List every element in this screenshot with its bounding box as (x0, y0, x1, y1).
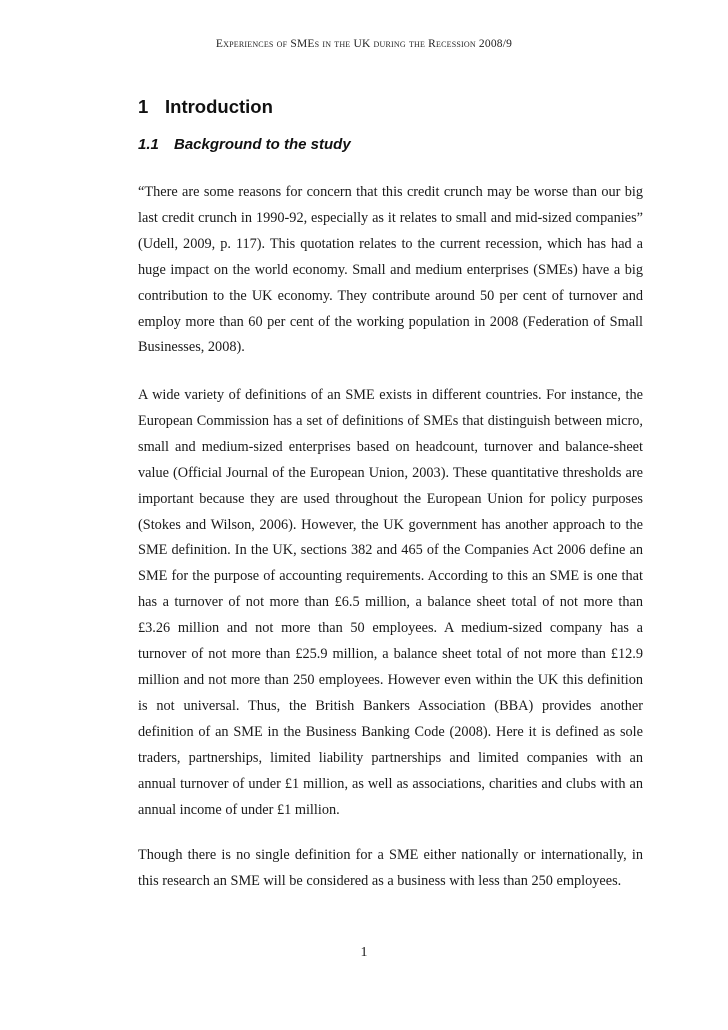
subsection-number: 1.1 (138, 136, 159, 153)
subsection-heading (138, 136, 351, 153)
subsection-title: Background to the study (174, 136, 351, 153)
section-heading (138, 96, 273, 118)
running-header: Experiences of SMEs in the UK during the Recession 2008/9 (215, 38, 513, 50)
page-number: 1 (360, 945, 368, 960)
paragraph-sme-definitions: A wide variety of definitions of an SME exists in different countries. For instance, the European Commission has a set of definitions of SMEs that distinguish between micro, small and medium-sized enterprises based on headcount, turnover and balance-sheet value (Official Journal of the European Union, 2003). These quantitative thresholds are important because they are used throughout the European Union for policy purposes (Stokes and Wilson, 2006). However, the UK government has another approach to the SME definition. In the UK, sections 382 and 465 of the Companies Act 2006 define an SME for the purpose of accounting requirements. According to this an SME is one that has a turnover of not more than £6.5 million, a balance sheet total of not more than £3.26 million and not more than 50 employees. A medium-sized company has a turnover of not more than £25.9 million, a balance sheet total of not more than £12.9 million and not more than 250 employees. However even within the UK this definition is not universal. Thus, the British Bankers Association (BBA) provides another definition of an SME in the Business Banking Code (2008). Here it is defined as sole traders, partnerships, limited liability partnerships and limited companies with an annual turnover of under £1 million, as well as associations, charities and clubs with an annual income of under £1 million. (138, 387, 643, 818)
section-title: Introduction (165, 96, 273, 117)
section-number: 1 (138, 96, 149, 117)
paragraph-intro-quote: “There are some reasons for concern that this credit crunch may be worse than our big last credit crunch in 1990-92, especially as it relates to small and mid-sized companies” (Udell, 2009, p. 117). This quotation relates to the current recession, which has had a huge impact on the world economy. Small and medium enterprises (SMEs) have a big contribution to the UK economy. They contribute around 50 per cent of turnover and employ more than 60 per cent of the working population in 2008 (Federation of Small Businesses, 2008). (138, 184, 643, 356)
paragraph-study-definition: Though there is no single definition for a SME either nationally or internationally, in this research an SME will be considered as a business with less than 250 employees. (138, 847, 643, 889)
